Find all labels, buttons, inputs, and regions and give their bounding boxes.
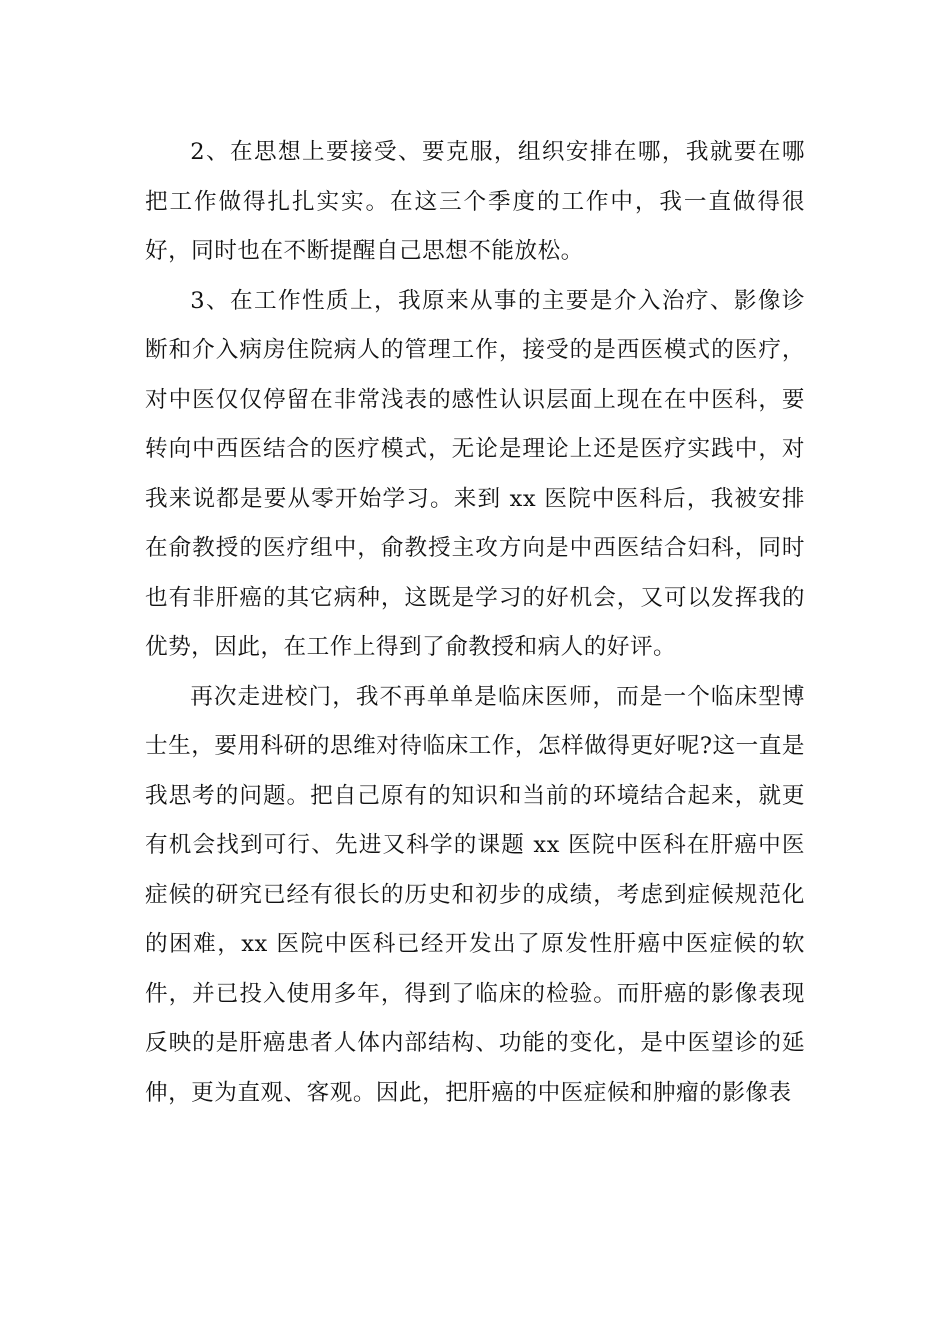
- paragraph-work-nature: 3、在工作性质上，我原来从事的主要是介入治疗、影像诊断和介入病房住院病人的管理工作，接受的是西医模式的医疗，对中医仅仅停留在非常浅表的感性认识层面上现在在中医科，要转向中西医结合的医疗模式，无论是理论上还是医疗实践中，对我来说都是要从零开始学习。来到 xx 医院中医科后，我被安排在俞教授的医疗组中，俞教授主攻方向是中西医结合妇科，同时也有非肝癌的其它病种，这既是学习的好机会，又可以发挥我的优势，因此，在工作上得到了俞教授和病人的好评。: [145, 287, 805, 660]
- paragraph-doctoral-study: 再次走进校门，我不再单单是临床医师，而是一个临床型博士生，要用科研的思维对待临床工作，怎样做得更好呢?这一直是我思考的问题。把自己原有的知识和当前的环境结合起来，就更有机会找到可行、先进又科学的课题 xx 医院中医科在肝癌中医症候的研究已经有很长的历史和初步的成绩，考虑到症候规范化的困难，xx 医院中医科已经开发出了原发性肝癌中医症候的软件，并已投入使用多年，得到了临床的检验。而肝癌的影像表现反映的是肝癌患者人体内部结构、功能的变化，是中医望诊的延伸，更为直观、客观。因此，把肝癌的中医症候和肿瘤的影像表: [145, 683, 805, 1106]
- paragraph-work-attitude: 2、在思想上要接受、要克服，组织安排在哪，我就要在哪把工作做得扎扎实实。在这三个季度的工作中，我一直做得很好，同时也在不断提醒自己思想不能放松。: [145, 139, 805, 264]
- document-page: [145, 128, 805, 1118]
